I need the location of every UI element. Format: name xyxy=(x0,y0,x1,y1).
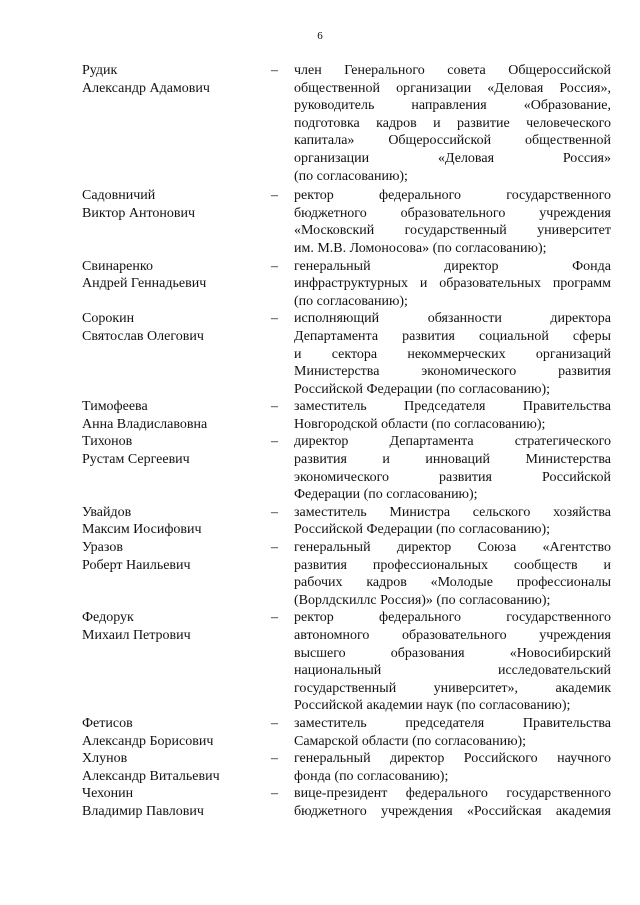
member-entry xyxy=(0,504,640,539)
page-number: 6 xyxy=(317,30,323,42)
position-line: бюджетного учреждения «Российская академия xyxy=(294,803,611,819)
entry-dash: – xyxy=(271,434,278,450)
position-line: директор Департамента стратегического xyxy=(294,434,611,450)
member-entry xyxy=(0,539,640,609)
position-line: заместитель Министра сельского хозяйства xyxy=(294,504,611,520)
member-entry xyxy=(0,62,640,185)
position-line: развития и инноваций Министерства xyxy=(294,452,611,468)
position-line: Российской Федерации (по согласованию); xyxy=(294,522,551,538)
position-line: Российской Федерации (по согласованию); xyxy=(294,381,551,397)
entry-dash: – xyxy=(271,311,278,327)
member-given-names: Максим Иосифович xyxy=(82,522,202,538)
position-line: развития профессиональных сообществ и xyxy=(294,557,611,573)
position-line: (Ворлдскиллс Россия)» (по согласованию); xyxy=(294,592,551,608)
position-line: высшего образования «Новосибирский xyxy=(294,645,611,661)
position-line: экономического развития Российской xyxy=(294,469,611,485)
member-position xyxy=(294,258,611,311)
member-given-names: Александр Адамович xyxy=(82,80,210,96)
member-name xyxy=(82,258,272,293)
member-name xyxy=(82,62,272,97)
member-given-names: Александр Витальевич xyxy=(82,768,220,784)
member-position xyxy=(294,715,611,750)
entry-dash: – xyxy=(271,786,278,802)
member-position xyxy=(294,398,611,433)
entry-dash: – xyxy=(271,610,278,626)
position-line: общественной организации «Деловая Россия», xyxy=(294,80,611,96)
member-given-names: Рустам Сергеевич xyxy=(82,452,190,468)
position-line: капитала» Общероссийской общественной xyxy=(294,133,611,149)
member-position xyxy=(294,310,611,398)
member-position xyxy=(294,609,611,715)
position-line: заместитель Председателя Правительства xyxy=(294,399,611,415)
entry-dash: – xyxy=(271,63,278,78)
position-line: Департамента развития социальной сферы xyxy=(294,328,611,344)
entry-dash: – xyxy=(271,399,278,415)
position-line: Самарской области (по согласованию); xyxy=(294,733,527,749)
member-surname: Хлунов xyxy=(82,751,128,767)
member-name xyxy=(82,715,272,750)
member-name xyxy=(82,187,272,222)
member-surname: Свинаренко xyxy=(82,258,153,274)
member-surname: Садовничий xyxy=(82,188,156,204)
position-line: исполняющий обязанности директора xyxy=(294,311,611,327)
member-given-names: Роберт Наильевич xyxy=(82,557,191,573)
member-position xyxy=(294,785,611,820)
member-surname: Уразов xyxy=(82,540,123,556)
position-line: рабочих кадров «Молодые профессионалы xyxy=(294,575,611,591)
entry-dash: – xyxy=(271,540,278,556)
member-surname: Рудик xyxy=(82,63,118,78)
position-line: генеральный директор Российского научного xyxy=(294,751,611,767)
position-line: член Генерального совета Общероссийской xyxy=(294,63,611,78)
position-line: (по согласованию); xyxy=(294,293,408,309)
member-given-names: Виктор Антонович xyxy=(82,205,196,221)
member-given-names: Анна Владиславовна xyxy=(82,416,208,432)
position-line: заместитель председателя Правительства xyxy=(294,715,611,731)
member-entry xyxy=(0,187,640,257)
member-position xyxy=(294,62,611,185)
member-entry xyxy=(0,258,640,311)
position-line: и сектора некоммерческих организаций xyxy=(294,346,611,362)
member-surname: Фетисов xyxy=(82,715,133,731)
position-line: Министерства экономического развития xyxy=(294,364,611,380)
entry-dash: – xyxy=(271,715,278,731)
member-name xyxy=(82,539,272,574)
position-line: организации «Деловая Россия» xyxy=(294,150,611,166)
member-position xyxy=(294,504,611,539)
member-list xyxy=(0,62,640,821)
position-line: автономного образовательного учреждения xyxy=(294,628,611,643)
member-surname: Тихонов xyxy=(82,434,133,450)
position-line: генеральный директор Фонда xyxy=(294,258,611,274)
position-line: инфраструктурных и образовательных программ xyxy=(294,276,611,292)
member-given-names: Михаил Петрович xyxy=(82,628,191,643)
entry-dash: – xyxy=(271,258,278,274)
member-position xyxy=(294,750,611,785)
member-position xyxy=(294,187,611,257)
entry-dash: – xyxy=(271,504,278,520)
position-line: ректор федерального государственного xyxy=(294,188,611,204)
member-position xyxy=(294,433,611,503)
member-name xyxy=(82,750,272,785)
position-line: подготовка кадров и развитие человеческого xyxy=(294,115,611,131)
position-line: Новгородской области (по согласованию); xyxy=(294,416,546,432)
member-given-names: Святослав Олегович xyxy=(82,328,204,344)
member-name xyxy=(82,310,272,345)
position-line: национальный исследовательский xyxy=(294,663,611,679)
member-given-names: Александр Борисович xyxy=(82,733,214,749)
member-given-names: Андрей Геннадьевич xyxy=(82,276,207,292)
member-entry xyxy=(0,398,640,433)
entry-dash: – xyxy=(271,751,278,767)
member-entry xyxy=(0,715,640,750)
position-line: фонда (по согласованию); xyxy=(294,768,449,784)
position-line: руководитель направления «Образование, xyxy=(294,98,611,114)
member-entry xyxy=(0,609,640,715)
member-name xyxy=(82,609,272,644)
member-surname: Чехонин xyxy=(82,786,134,802)
position-line: генеральный директор Союза «Агентство xyxy=(294,540,611,556)
member-surname: Федорук xyxy=(82,610,134,626)
position-line: (по согласованию); xyxy=(294,168,408,184)
entry-dash: – xyxy=(271,188,278,204)
position-line: вице-президент федерального государственного xyxy=(294,786,611,802)
member-name xyxy=(82,398,272,433)
member-surname: Сорокин xyxy=(82,311,135,327)
position-line: «Московский государственный университет xyxy=(294,223,611,239)
member-name xyxy=(82,433,272,468)
member-given-names: Владимир Павлович xyxy=(82,803,204,819)
position-line: им. М.В. Ломоносова» (по согласованию); xyxy=(294,240,547,256)
position-line: Российской академии наук (по согласованию); xyxy=(294,698,571,714)
member-entry xyxy=(0,433,640,503)
member-entry xyxy=(0,310,640,398)
member-entry xyxy=(0,785,640,820)
position-line: государственный университет», академик xyxy=(294,680,611,696)
position-line: Федерации (по согласованию); xyxy=(294,487,478,503)
member-surname: Тимофеева xyxy=(82,399,148,415)
member-surname: Увайдов xyxy=(82,504,132,520)
member-entry xyxy=(0,750,640,785)
position-line: ректор федерального государственного xyxy=(294,610,611,626)
member-name xyxy=(82,504,272,539)
position-line: бюджетного образовательного учреждения xyxy=(294,205,611,221)
member-name xyxy=(82,785,272,820)
member-position xyxy=(294,539,611,609)
